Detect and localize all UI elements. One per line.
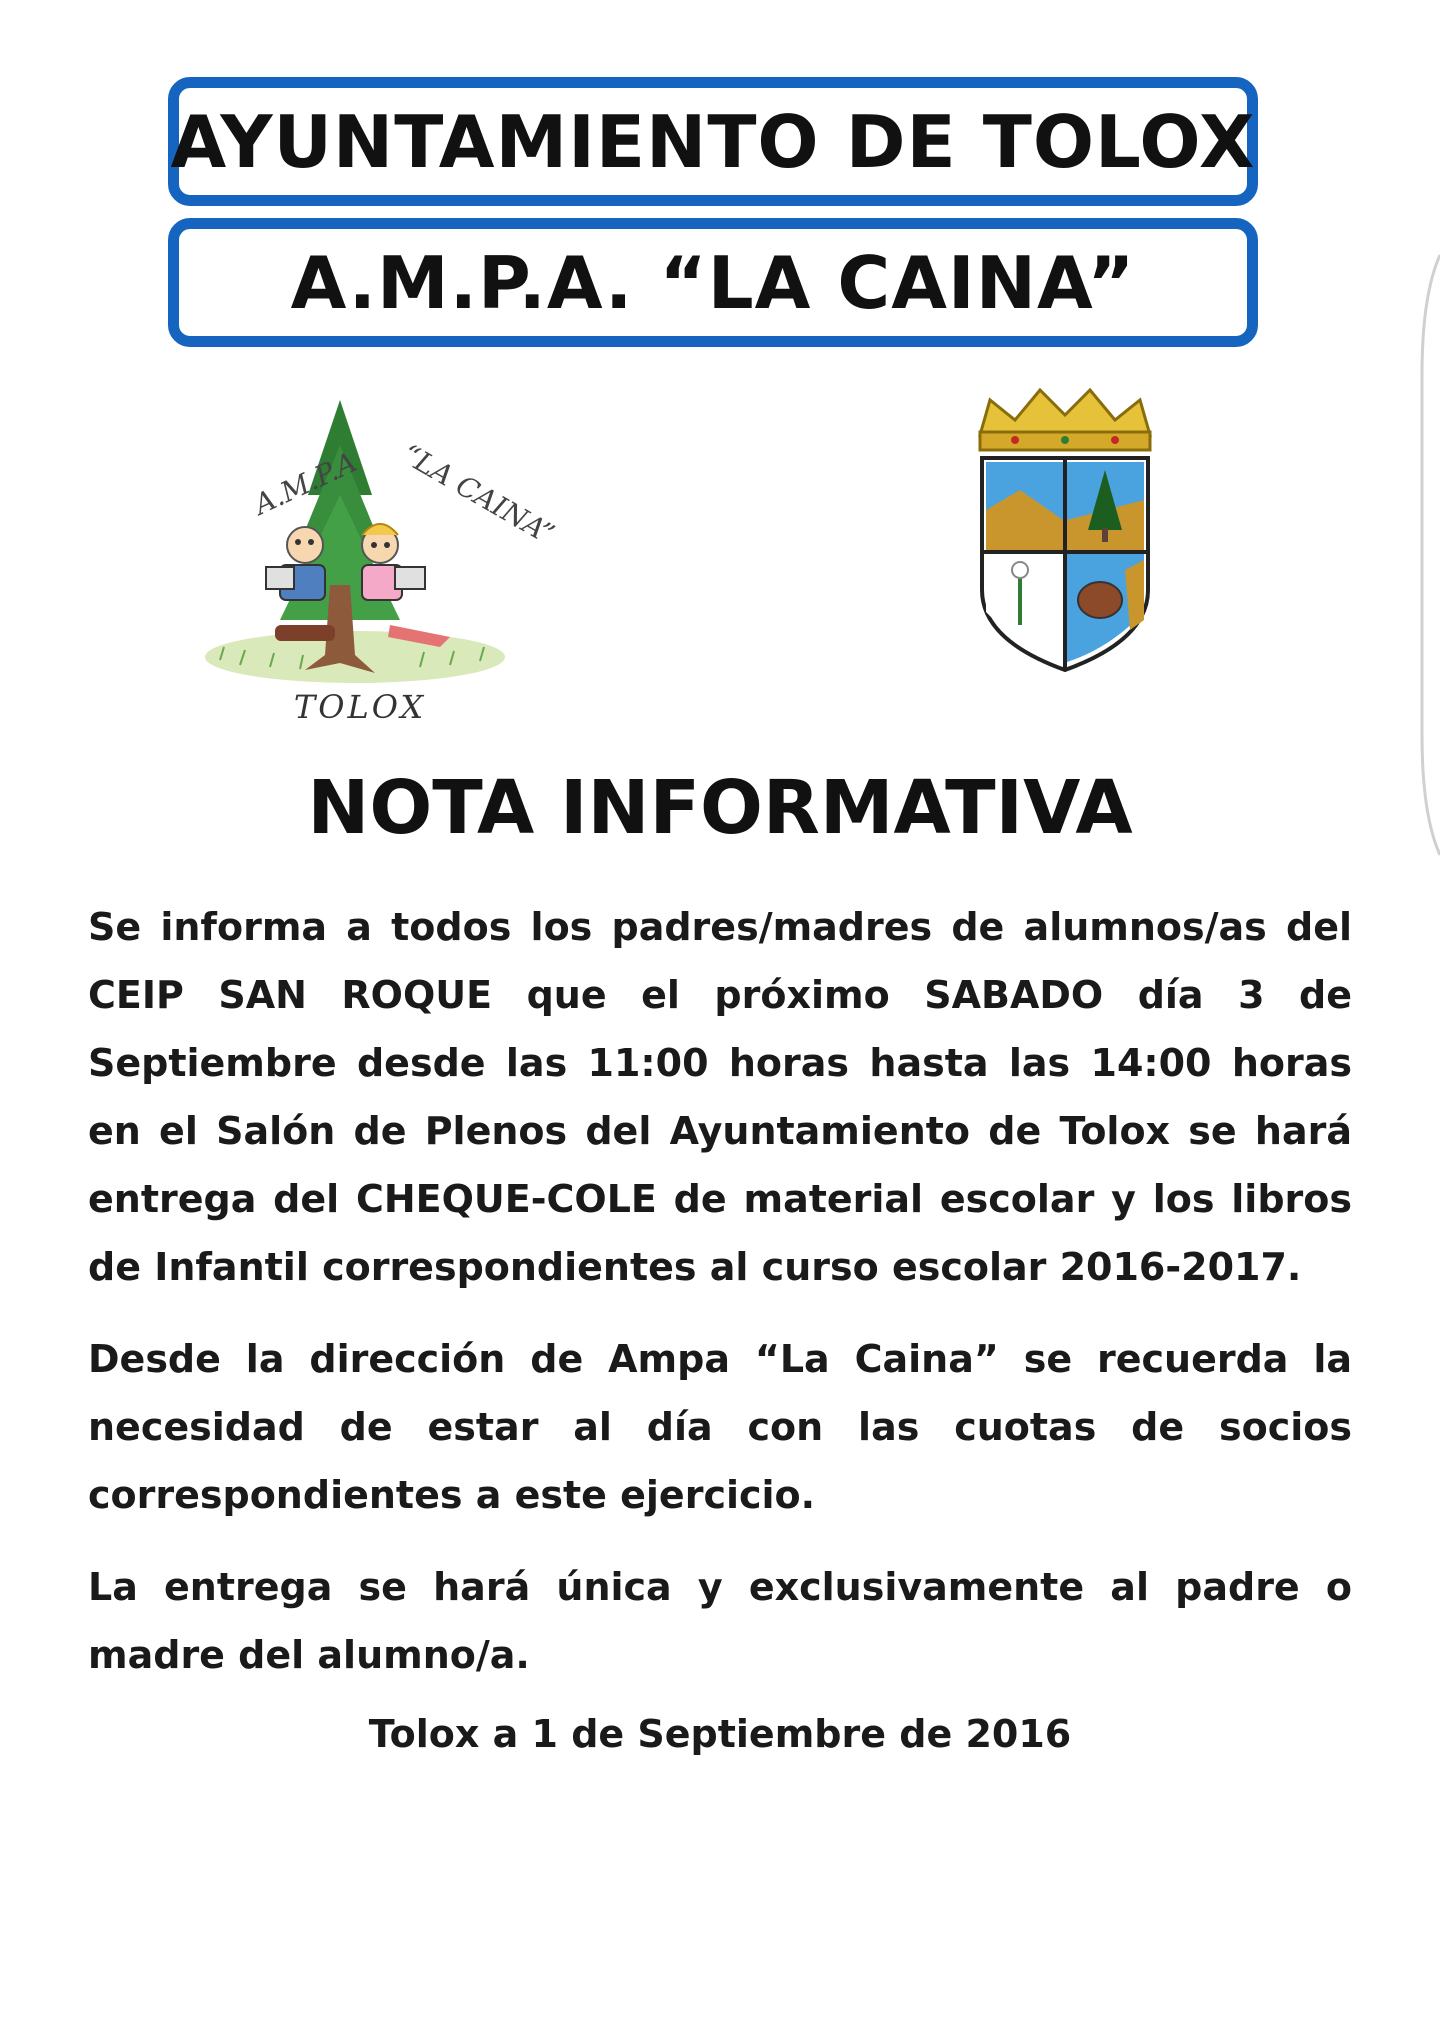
coat-of-arms-icon bbox=[960, 380, 1170, 680]
tolox-coat-of-arms bbox=[960, 380, 1170, 680]
header-banner-ampa bbox=[168, 218, 1258, 347]
header-subtitle: A.M.P.A. “LA CAINA” bbox=[290, 240, 1136, 325]
notice-title: NOTA INFORMATIVA bbox=[307, 765, 1133, 851]
header-title: AYUNTAMIENTO DE TOLOX bbox=[170, 99, 1256, 184]
notice-paragraph-2: Desde la dirección de Ampa “La Caina” se recuerda la necesidad de estar al día con las cuotas de socios correspondientes a este ejercicio. bbox=[88, 1337, 1352, 1517]
page-edge-shadow bbox=[1420, 255, 1440, 855]
ampa-logo-tolox-text: TOLOX bbox=[293, 688, 427, 726]
ampa-logo-lettering bbox=[190, 405, 560, 555]
notice-paragraph-1: Se informa a todos los padres/madres de alumnos/as del CEIP SAN ROQUE que el próximo SABADO día 3 de Septiembre desde las 11:00 horas hasta las 14:00 horas en el Salón de Plenos del Ayuntamiento de Tolox se hará entrega del CHEQUE-COLE de material escolar y los libros de Infantil correspondientes al curso escolar 2016-2017. bbox=[88, 905, 1352, 1289]
notice-signoff-date: Tolox a 1 de Septiembre de 2016 bbox=[368, 1712, 1072, 1756]
header-banner-ayuntamiento bbox=[168, 77, 1258, 206]
notice-paragraph-3: La entrega se hará única y exclusivamente al padre o madre del alumno/a. bbox=[88, 1565, 1352, 1677]
ampa-left-text: A.M.P.A bbox=[249, 445, 362, 522]
ampa-right-text: “LA CAINA” bbox=[396, 437, 560, 551]
